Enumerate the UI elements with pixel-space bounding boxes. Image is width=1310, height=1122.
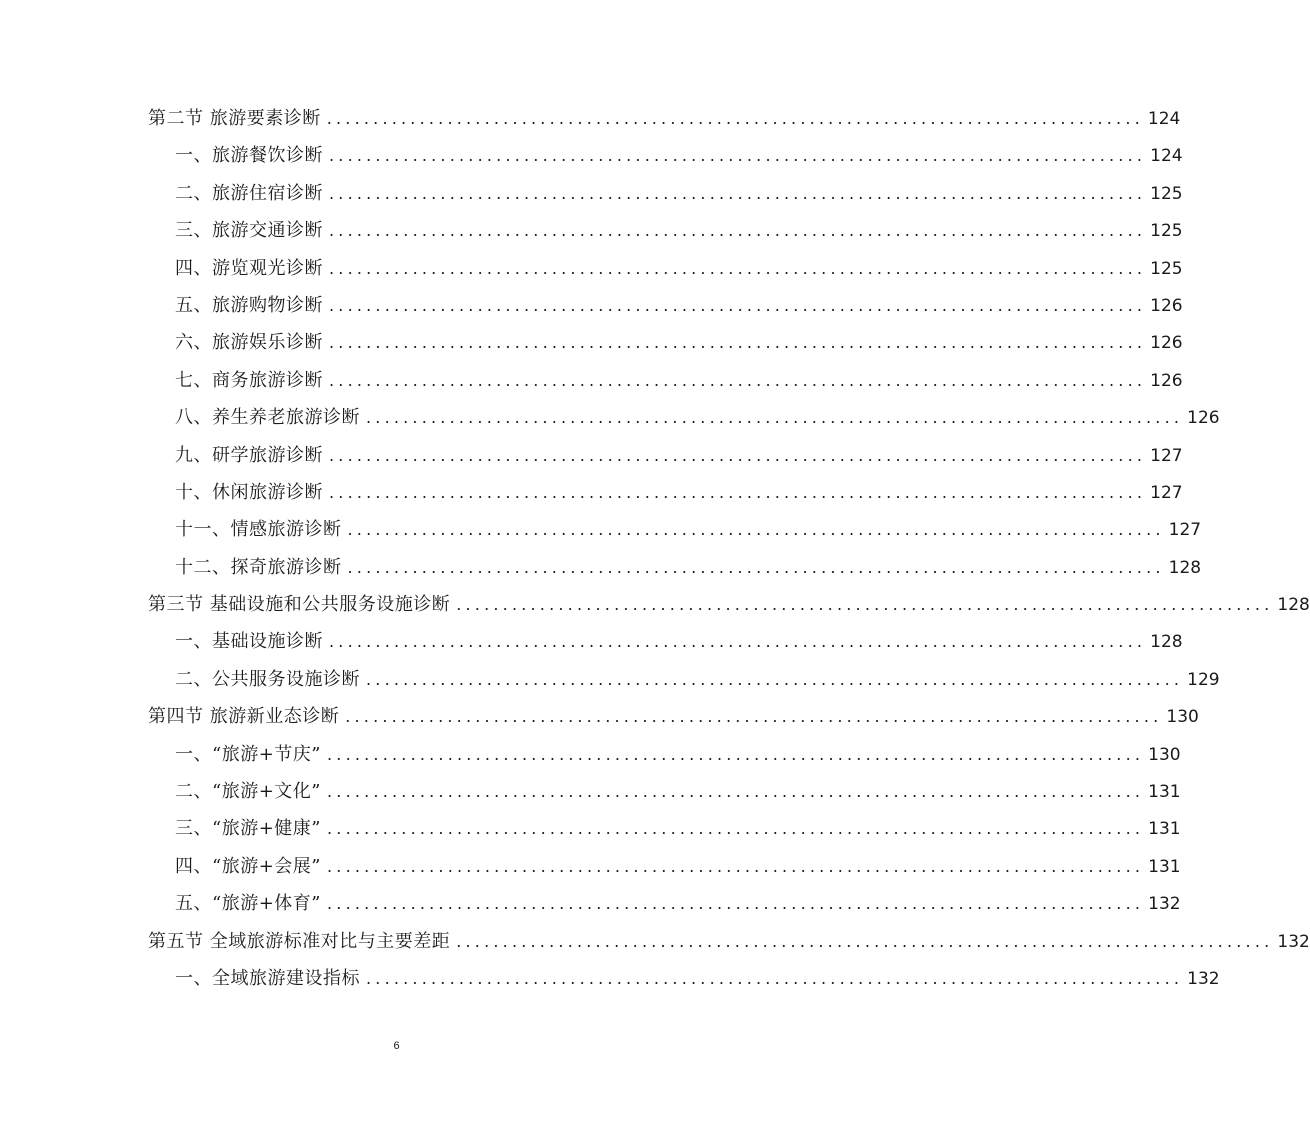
toc-entry-title: 第二节 旅游要素诊断 xyxy=(148,108,321,129)
toc-dot-leader: ........................................................................................ xyxy=(329,370,1147,390)
toc-entry-title: 六、旅游娱乐诊断 xyxy=(175,332,323,354)
toc-entry-title: 二、旅游住宿诊断 xyxy=(175,182,323,204)
toc-dot-leader: ........................................................................................ xyxy=(327,856,1145,876)
toc-entry-title: 第五节 全域旅游标准对比与主要差距 xyxy=(148,930,451,952)
toc-entry-title: 十一、情感旅游诊断 xyxy=(175,519,342,541)
toc-entry-title: 十二、探奇旅游诊断 xyxy=(175,556,342,578)
toc-dot-leader: ........................................................................................ xyxy=(326,109,1144,128)
toc-subsection-entry[interactable] xyxy=(148,287,1183,324)
toc-subsection-entry[interactable] xyxy=(148,324,1183,361)
toc-entry-page: 126 xyxy=(1187,408,1220,429)
toc-entry-title: 九、研学旅游诊断 xyxy=(175,444,323,466)
toc-entry-title: 一、基础设施诊断 xyxy=(175,631,323,653)
toc-subsection-entry[interactable] xyxy=(148,437,1183,474)
toc-subsection-entry[interactable] xyxy=(148,623,1183,660)
toc-dot-leader: ........................................................................................ xyxy=(366,968,1184,988)
toc-entry-page: 127 xyxy=(1168,520,1202,541)
toc-subsection-entry[interactable] xyxy=(148,362,1183,399)
toc-dot-leader: ........................................................................................ xyxy=(329,632,1147,652)
toc-section-entry[interactable] xyxy=(148,923,1310,960)
toc-entry-title: 一、旅游餐饮诊断 xyxy=(175,145,323,167)
toc-dot-leader: ........................................................................................ xyxy=(327,894,1145,914)
toc-dot-leader: ........................................................................................ xyxy=(327,744,1145,764)
toc-entry-title: 七、商务旅游诊断 xyxy=(175,369,323,391)
toc-subsection-entry[interactable] xyxy=(148,250,1183,287)
toc-subsection-entry[interactable] xyxy=(148,549,1202,586)
toc-subsection-entry[interactable] xyxy=(148,474,1183,511)
toc-subsection-entry[interactable] xyxy=(148,773,1181,810)
toc-entry-page: 132 xyxy=(1277,931,1310,952)
toc-entry-title: 二、公共服务设施诊断 xyxy=(175,668,360,690)
toc-dot-leader: ........................................................................................ xyxy=(347,557,1165,577)
toc-entry-title: 四、“旅游+会展” xyxy=(175,855,321,877)
toc-section-entry[interactable] xyxy=(148,100,1181,137)
toc-subsection-entry[interactable] xyxy=(148,810,1181,847)
toc-dot-leader: ........................................................................................ xyxy=(456,931,1274,951)
toc-entry-title: 一、“旅游+节庆” xyxy=(175,743,321,765)
toc-subsection-entry[interactable] xyxy=(148,511,1202,548)
toc-entry-title: 第四节 旅游新业态诊断 xyxy=(148,706,340,728)
toc-entry-title: 二、“旅游+文化” xyxy=(175,781,321,803)
toc-entry-title: 第三节 基础设施和公共服务设施诊断 xyxy=(148,594,451,616)
toc-entry-page: 126 xyxy=(1150,295,1183,316)
toc-subsection-entry[interactable] xyxy=(148,212,1183,249)
toc-entry-page: 132 xyxy=(1187,968,1220,989)
toc-entry-title: 八、养生养老旅游诊断 xyxy=(175,407,360,429)
toc-entry-page: 130 xyxy=(1148,744,1181,765)
toc-dot-leader: ........................................................................................ xyxy=(329,295,1147,315)
toc-subsection-entry[interactable] xyxy=(148,661,1220,698)
toc-dot-leader: ........................................................................................ xyxy=(329,333,1147,353)
toc-entry-page: 128 xyxy=(1168,557,1202,578)
toc-entry-title: 三、“旅游+健康” xyxy=(175,818,321,840)
toc-entry-title: 四、游览观光诊断 xyxy=(175,257,323,279)
toc-entry-page: 126 xyxy=(1150,333,1183,354)
toc-entry-page: 131 xyxy=(1148,782,1181,803)
toc-entry-title: 一、全域旅游建设指标 xyxy=(175,967,360,989)
toc-entry-page: 128 xyxy=(1150,632,1183,653)
toc-entry-page: 125 xyxy=(1150,183,1183,204)
table-of-contents xyxy=(148,100,1310,997)
toc-entry-title: 三、旅游交通诊断 xyxy=(175,220,323,242)
toc-dot-leader: ........................................................................................ xyxy=(329,445,1147,465)
toc-entry-page: 127 xyxy=(1150,482,1183,503)
toc-dot-leader: ........................................................................................ xyxy=(345,707,1163,727)
toc-entry-page: 126 xyxy=(1150,370,1183,391)
toc-subsection-entry[interactable] xyxy=(148,175,1183,212)
toc-entry-page: 128 xyxy=(1277,595,1310,616)
toc-subsection-entry[interactable] xyxy=(148,736,1181,773)
toc-dot-leader: ........................................................................................ xyxy=(329,482,1147,502)
toc-dot-leader: ........................................................................................ xyxy=(347,520,1165,540)
toc-section-entry[interactable] xyxy=(148,698,1199,735)
toc-entry-page: 125 xyxy=(1150,221,1183,242)
toc-subsection-entry[interactable] xyxy=(148,960,1220,997)
toc-dot-leader: ........................................................................................ xyxy=(329,183,1147,203)
toc-dot-leader: ........................................................................................ xyxy=(366,408,1184,428)
toc-entry-page: 129 xyxy=(1187,669,1220,690)
toc-dot-leader: ........................................................................................ xyxy=(329,146,1147,166)
toc-entry-page: 127 xyxy=(1150,445,1183,466)
toc-dot-leader: ........................................................................................ xyxy=(327,819,1145,839)
toc-subsection-entry[interactable] xyxy=(148,885,1181,922)
toc-subsection-entry[interactable] xyxy=(148,137,1183,174)
toc-dot-leader: ........................................................................................ xyxy=(327,782,1145,802)
toc-dot-leader: ........................................................................................ xyxy=(456,595,1274,615)
toc-entry-page: 132 xyxy=(1148,894,1181,915)
toc-entry-page: 125 xyxy=(1150,258,1183,279)
toc-entry-title: 五、旅游购物诊断 xyxy=(175,294,323,316)
toc-subsection-entry[interactable] xyxy=(148,399,1220,436)
toc-subsection-entry[interactable] xyxy=(148,848,1181,885)
toc-dot-leader: ........................................................................................ xyxy=(329,258,1147,278)
page-number: 6 xyxy=(393,1040,400,1052)
toc-section-entry[interactable] xyxy=(148,586,1310,623)
toc-entry-page: 124 xyxy=(1147,109,1181,129)
toc-dot-leader: ........................................................................................ xyxy=(366,669,1184,689)
toc-entry-page: 131 xyxy=(1148,819,1181,840)
toc-entry-title: 五、“旅游+体育” xyxy=(175,893,321,915)
toc-dot-leader: ........................................................................................ xyxy=(329,221,1147,241)
toc-entry-page: 131 xyxy=(1148,856,1181,877)
toc-entry-page: 124 xyxy=(1150,146,1183,167)
toc-entry-title: 十、休闲旅游诊断 xyxy=(175,481,323,503)
toc-entry-page: 130 xyxy=(1166,707,1199,728)
